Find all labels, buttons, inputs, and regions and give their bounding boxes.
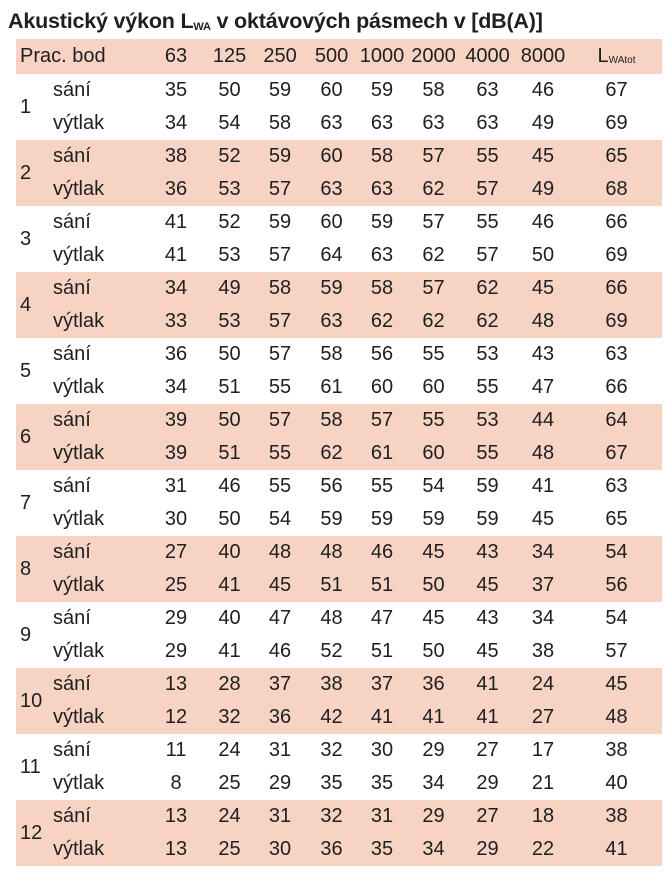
operating-point-label: 11 xyxy=(20,755,41,778)
band-value-cell: 36 xyxy=(407,668,460,701)
band-value-cell: 55 xyxy=(460,437,515,470)
band-value-cell: 34 xyxy=(147,272,205,305)
band-value-cell: 25 xyxy=(147,569,205,602)
band-value-cell: 41 xyxy=(164,244,188,266)
table-row xyxy=(16,503,662,536)
band-value-cell: 63 xyxy=(370,244,394,266)
band-value-cell: 32 xyxy=(205,701,254,734)
band-value-cell: 53 xyxy=(460,404,515,437)
title-suffix: v oktávových pásmech v [dB(A)] xyxy=(210,9,543,33)
band-value-cell: 39 xyxy=(147,437,205,470)
band-value-cell: 58 xyxy=(268,112,292,134)
mode-exhaust-label: výtlak xyxy=(53,701,147,734)
band-value-cell: 57 xyxy=(254,305,306,338)
band-value-cell: 17 xyxy=(531,739,555,761)
band-value-cell: 35 xyxy=(357,833,407,866)
total-value-cell: 38 xyxy=(605,739,628,761)
mode-exhaust-label: výtlak xyxy=(53,173,147,206)
operating-point-label: 6 xyxy=(16,404,53,470)
band-value-cell: 62 xyxy=(407,173,460,206)
band-value-cell: 57 xyxy=(254,404,306,437)
band-value-cell: 36 xyxy=(147,173,205,206)
band-value-cell: 60 xyxy=(320,211,343,233)
band-value-cell: 33 xyxy=(147,305,205,338)
band-value-cell: 36 xyxy=(306,833,357,866)
band-value-cell: 58 xyxy=(357,140,407,173)
band-value-cell: 25 xyxy=(218,772,241,794)
band-value-cell: 30 xyxy=(370,739,394,761)
operating-point-label: 10 xyxy=(16,668,53,734)
total-value-cell: 67 xyxy=(605,79,628,101)
band-value-cell: 27 xyxy=(147,536,205,569)
band-value-cell: 57 xyxy=(357,404,407,437)
band-value-cell: 58 xyxy=(254,272,306,305)
table-row xyxy=(16,767,662,800)
header-total-main: L xyxy=(597,45,609,67)
band-value-cell: 55 xyxy=(476,376,499,398)
band-value-cell: 62 xyxy=(460,305,515,338)
table-body xyxy=(16,74,662,866)
band-value-cell: 59 xyxy=(268,79,292,101)
mode-exhaust-label: výtlak xyxy=(53,569,147,602)
band-value-cell: 54 xyxy=(422,475,445,497)
band-value-cell: 41 xyxy=(460,668,515,701)
band-value-cell: 34 xyxy=(422,772,445,794)
total-value-cell: 57 xyxy=(605,640,628,662)
mode-intake-label: sání xyxy=(53,343,91,365)
band-value-cell: 57 xyxy=(422,211,445,233)
operating-point-label: 1 xyxy=(20,95,32,118)
table-row xyxy=(16,734,662,767)
band-value-cell: 63 xyxy=(476,112,499,134)
mode-exhaust-label: výtlak xyxy=(53,112,105,134)
band-value-cell: 55 xyxy=(254,437,306,470)
band-value-cell: 27 xyxy=(515,701,571,734)
band-value-cell: 37 xyxy=(357,668,407,701)
header-band: 500 xyxy=(306,39,357,74)
mode-exhaust-label: výtlak xyxy=(53,437,147,470)
total-value-cell: 67 xyxy=(571,437,662,470)
total-value-cell: 54 xyxy=(571,536,662,569)
band-value-cell: 55 xyxy=(476,211,499,233)
band-value-cell: 59 xyxy=(370,79,394,101)
band-value-cell: 59 xyxy=(422,508,445,530)
band-value-cell: 59 xyxy=(306,272,357,305)
band-value-cell: 59 xyxy=(254,140,306,173)
header-row xyxy=(16,39,662,74)
band-value-cell: 39 xyxy=(147,404,205,437)
band-value-cell: 55 xyxy=(407,404,460,437)
band-value-cell: 50 xyxy=(531,244,555,266)
total-value-cell: 64 xyxy=(571,404,662,437)
band-value-cell: 30 xyxy=(254,833,306,866)
band-value-cell: 45 xyxy=(422,607,445,629)
band-value-cell: 18 xyxy=(515,800,571,833)
total-value-cell: 65 xyxy=(571,140,662,173)
band-value-cell: 62 xyxy=(422,244,445,266)
band-value-cell: 56 xyxy=(370,343,394,365)
band-value-cell: 47 xyxy=(531,376,555,398)
table-row xyxy=(16,833,662,866)
band-value-cell: 41 xyxy=(218,640,241,662)
title-subscript: WA xyxy=(193,21,211,33)
mode-exhaust-label: výtlak xyxy=(53,508,105,530)
mode-intake-label: sání xyxy=(53,475,91,497)
band-value-cell: 22 xyxy=(515,833,571,866)
band-value-cell: 50 xyxy=(218,508,241,530)
band-value-cell: 8 xyxy=(170,772,182,794)
band-value-cell: 52 xyxy=(218,211,241,233)
total-value-cell: 48 xyxy=(571,701,662,734)
band-value-cell: 50 xyxy=(218,79,241,101)
band-value-cell: 59 xyxy=(476,475,499,497)
band-value-cell: 63 xyxy=(320,112,343,134)
band-value-cell: 29 xyxy=(460,833,515,866)
band-value-cell: 12 xyxy=(147,701,205,734)
band-value-cell: 49 xyxy=(531,112,555,134)
operating-point-label: 12 xyxy=(16,800,53,866)
total-value-cell: 54 xyxy=(605,607,628,629)
operating-point-label: 9 xyxy=(20,623,32,646)
band-value-cell: 53 xyxy=(205,173,254,206)
total-value-cell: 63 xyxy=(605,343,628,365)
band-value-cell: 59 xyxy=(370,508,394,530)
band-value-cell: 57 xyxy=(476,244,499,266)
band-value-cell: 29 xyxy=(268,772,292,794)
band-value-cell: 24 xyxy=(515,668,571,701)
table-row xyxy=(16,74,662,107)
band-value-cell: 51 xyxy=(370,640,394,662)
band-value-cell: 29 xyxy=(164,640,188,662)
band-value-cell: 51 xyxy=(205,437,254,470)
total-value-cell: 69 xyxy=(571,305,662,338)
total-value-cell: 56 xyxy=(571,569,662,602)
table-row xyxy=(16,404,662,437)
total-value-cell: 41 xyxy=(571,833,662,866)
band-value-cell: 62 xyxy=(460,272,515,305)
band-value-cell: 29 xyxy=(422,739,445,761)
band-value-cell: 61 xyxy=(320,376,343,398)
band-value-cell: 46 xyxy=(268,640,292,662)
band-value-cell: 32 xyxy=(306,800,357,833)
table-row xyxy=(16,569,662,602)
operating-point-label: 8 xyxy=(16,536,53,602)
band-value-cell: 57 xyxy=(407,272,460,305)
band-value-cell: 45 xyxy=(407,536,460,569)
band-value-cell: 57 xyxy=(268,343,292,365)
band-value-cell: 57 xyxy=(268,244,292,266)
band-value-cell: 48 xyxy=(320,607,343,629)
total-value-cell: 69 xyxy=(605,112,628,134)
table-row xyxy=(16,239,662,272)
band-value-cell: 55 xyxy=(422,343,445,365)
band-value-cell: 56 xyxy=(320,475,343,497)
band-value-cell: 13 xyxy=(147,800,205,833)
band-value-cell: 44 xyxy=(515,404,571,437)
band-value-cell: 45 xyxy=(531,508,555,530)
band-value-cell: 59 xyxy=(476,508,499,530)
band-value-cell: 41 xyxy=(164,211,188,233)
band-value-cell: 58 xyxy=(306,404,357,437)
band-value-cell: 45 xyxy=(476,640,499,662)
table-row xyxy=(16,305,662,338)
table-title xyxy=(8,9,543,34)
band-value-cell: 46 xyxy=(218,475,241,497)
band-value-cell: 63 xyxy=(476,79,499,101)
band-value-cell: 60 xyxy=(422,376,445,398)
band-value-cell: 59 xyxy=(370,211,394,233)
operating-point-label: 4 xyxy=(16,272,53,338)
band-value-cell: 62 xyxy=(306,437,357,470)
table-row xyxy=(16,371,662,404)
total-value-cell: 40 xyxy=(605,772,628,794)
band-value-cell: 45 xyxy=(460,569,515,602)
band-value-cell: 45 xyxy=(515,272,571,305)
band-value-cell: 46 xyxy=(531,79,555,101)
band-value-cell: 63 xyxy=(357,173,407,206)
band-value-cell: 24 xyxy=(218,739,241,761)
band-value-cell: 38 xyxy=(531,640,555,662)
band-value-cell: 42 xyxy=(306,701,357,734)
band-value-cell: 61 xyxy=(357,437,407,470)
mode-exhaust-label: výtlak xyxy=(53,376,105,398)
band-value-cell: 48 xyxy=(306,536,357,569)
mode-exhaust-label: výtlak xyxy=(53,244,105,266)
header-point: Prac. bod xyxy=(16,39,147,74)
band-value-cell: 41 xyxy=(531,475,555,497)
mode-intake-label: sání xyxy=(53,211,91,233)
band-value-cell: 29 xyxy=(164,607,188,629)
table-row xyxy=(16,536,662,569)
table-row xyxy=(16,800,662,833)
mode-exhaust-label: výtlak xyxy=(53,305,147,338)
band-value-cell: 34 xyxy=(407,833,460,866)
band-value-cell: 52 xyxy=(320,640,343,662)
band-value-cell: 55 xyxy=(268,376,292,398)
band-value-cell: 51 xyxy=(306,569,357,602)
total-value-cell: 69 xyxy=(605,244,628,266)
total-value-cell: 65 xyxy=(605,508,628,530)
band-value-cell: 29 xyxy=(407,800,460,833)
band-value-cell: 57 xyxy=(407,140,460,173)
band-value-cell: 41 xyxy=(205,569,254,602)
band-value-cell: 53 xyxy=(205,305,254,338)
table-row xyxy=(16,437,662,470)
acoustic-power-table xyxy=(16,39,662,866)
total-value-cell: 45 xyxy=(571,668,662,701)
band-value-cell: 57 xyxy=(460,173,515,206)
total-value-cell: 66 xyxy=(605,376,628,398)
band-value-cell: 43 xyxy=(476,607,499,629)
operating-point-label: 2 xyxy=(16,140,53,206)
band-value-cell: 24 xyxy=(205,800,254,833)
band-value-cell: 31 xyxy=(357,800,407,833)
band-value-cell: 32 xyxy=(320,739,343,761)
operating-point-label: 5 xyxy=(20,359,32,382)
band-value-cell: 48 xyxy=(515,437,571,470)
band-value-cell: 49 xyxy=(515,173,571,206)
header-band: 1000 xyxy=(357,39,407,74)
band-value-cell: 58 xyxy=(422,79,445,101)
table-row xyxy=(16,173,662,206)
band-value-cell: 35 xyxy=(164,79,188,101)
band-value-cell: 36 xyxy=(164,343,188,365)
header-band: 250 xyxy=(254,39,306,74)
band-value-cell: 50 xyxy=(407,569,460,602)
mode-intake-label: sání xyxy=(53,272,147,305)
mode-intake-label: sání xyxy=(53,607,91,629)
band-value-cell: 34 xyxy=(531,607,555,629)
mode-intake-label: sání xyxy=(53,404,147,437)
total-value-cell: 38 xyxy=(571,800,662,833)
band-value-cell: 59 xyxy=(320,508,343,530)
band-value-cell: 53 xyxy=(218,244,241,266)
header-band: 125 xyxy=(205,39,254,74)
band-value-cell: 48 xyxy=(515,305,571,338)
header-band: 4000 xyxy=(460,39,515,74)
band-value-cell: 50 xyxy=(205,404,254,437)
band-value-cell: 55 xyxy=(268,475,292,497)
band-value-cell: 54 xyxy=(218,112,241,134)
band-value-cell: 53 xyxy=(476,343,499,365)
band-value-cell: 43 xyxy=(460,536,515,569)
band-value-cell: 34 xyxy=(515,536,571,569)
band-value-cell: 37 xyxy=(515,569,571,602)
band-value-cell: 47 xyxy=(370,607,394,629)
mode-intake-label: sání xyxy=(53,739,91,761)
band-value-cell: 13 xyxy=(147,668,205,701)
band-value-cell: 43 xyxy=(531,343,555,365)
band-value-cell: 30 xyxy=(164,508,188,530)
mode-intake-label: sání xyxy=(53,536,147,569)
band-value-cell: 38 xyxy=(147,140,205,173)
mode-exhaust-label: výtlak xyxy=(53,640,105,662)
band-value-cell: 55 xyxy=(460,140,515,173)
band-value-cell: 37 xyxy=(254,668,306,701)
band-value-cell: 31 xyxy=(164,475,188,497)
band-value-cell: 59 xyxy=(268,211,292,233)
band-value-cell: 41 xyxy=(357,701,407,734)
band-value-cell: 63 xyxy=(370,112,394,134)
operating-point-label: 7 xyxy=(20,491,32,514)
table-row xyxy=(16,470,662,503)
band-value-cell: 60 xyxy=(370,376,394,398)
band-value-cell: 46 xyxy=(357,536,407,569)
band-value-cell: 52 xyxy=(205,140,254,173)
header-total-sub: WAtot xyxy=(608,55,636,66)
total-value-cell: 66 xyxy=(571,272,662,305)
table-row xyxy=(16,107,662,140)
table-row xyxy=(16,668,662,701)
mode-intake-label: sání xyxy=(53,668,147,701)
band-value-cell: 62 xyxy=(357,305,407,338)
band-value-cell: 51 xyxy=(357,569,407,602)
band-value-cell: 46 xyxy=(531,211,555,233)
band-value-cell: 34 xyxy=(164,376,188,398)
band-value-cell: 27 xyxy=(460,800,515,833)
band-value-cell: 31 xyxy=(268,739,292,761)
band-value-cell: 50 xyxy=(218,343,241,365)
band-value-cell: 58 xyxy=(320,343,343,365)
header-band: 63 xyxy=(147,39,205,74)
mode-intake-label: sání xyxy=(53,800,147,833)
band-value-cell: 55 xyxy=(370,475,394,497)
title-prefix: Akustický výkon L xyxy=(8,9,194,33)
band-value-cell: 40 xyxy=(205,536,254,569)
header-total xyxy=(571,39,662,74)
table-row xyxy=(16,701,662,734)
band-value-cell: 63 xyxy=(306,173,357,206)
band-value-cell: 41 xyxy=(407,701,460,734)
band-value-cell: 54 xyxy=(268,508,292,530)
band-value-cell: 41 xyxy=(460,701,515,734)
operating-point-label: 3 xyxy=(20,227,32,250)
band-value-cell: 63 xyxy=(422,112,445,134)
mode-intake-label: sání xyxy=(53,79,91,101)
total-value-cell: 63 xyxy=(605,475,628,497)
header-band: 2000 xyxy=(407,39,460,74)
header-band: 8000 xyxy=(515,39,571,74)
band-value-cell: 13 xyxy=(147,833,205,866)
band-value-cell: 25 xyxy=(205,833,254,866)
band-value-cell: 60 xyxy=(306,140,357,173)
band-value-cell: 49 xyxy=(205,272,254,305)
band-value-cell: 64 xyxy=(320,244,343,266)
band-value-cell: 50 xyxy=(422,640,445,662)
band-value-cell: 34 xyxy=(164,112,188,134)
table-row xyxy=(16,206,662,239)
band-value-cell: 45 xyxy=(515,140,571,173)
band-value-cell: 35 xyxy=(370,772,394,794)
table-row xyxy=(16,338,662,371)
band-value-cell: 31 xyxy=(254,800,306,833)
band-value-cell: 40 xyxy=(218,607,241,629)
band-value-cell: 47 xyxy=(268,607,292,629)
band-value-cell: 48 xyxy=(254,536,306,569)
band-value-cell: 58 xyxy=(357,272,407,305)
band-value-cell: 60 xyxy=(320,79,343,101)
mode-exhaust-label: výtlak xyxy=(53,833,147,866)
mode-exhaust-label: výtlak xyxy=(53,772,105,794)
band-value-cell: 36 xyxy=(254,701,306,734)
band-value-cell: 62 xyxy=(407,305,460,338)
band-value-cell: 63 xyxy=(306,305,357,338)
band-value-cell: 29 xyxy=(476,772,499,794)
band-value-cell: 51 xyxy=(218,376,241,398)
table-row xyxy=(16,602,662,635)
total-value-cell: 68 xyxy=(571,173,662,206)
band-value-cell: 57 xyxy=(254,173,306,206)
band-value-cell: 35 xyxy=(320,772,343,794)
mode-intake-label: sání xyxy=(53,140,147,173)
band-value-cell: 27 xyxy=(476,739,499,761)
band-value-cell: 28 xyxy=(205,668,254,701)
band-value-cell: 21 xyxy=(531,772,555,794)
band-value-cell: 38 xyxy=(306,668,357,701)
band-value-cell: 11 xyxy=(165,739,187,761)
table-row xyxy=(16,635,662,668)
band-value-cell: 45 xyxy=(254,569,306,602)
total-value-cell: 66 xyxy=(605,211,628,233)
table-row xyxy=(16,272,662,305)
table-row xyxy=(16,140,662,173)
band-value-cell: 60 xyxy=(407,437,460,470)
